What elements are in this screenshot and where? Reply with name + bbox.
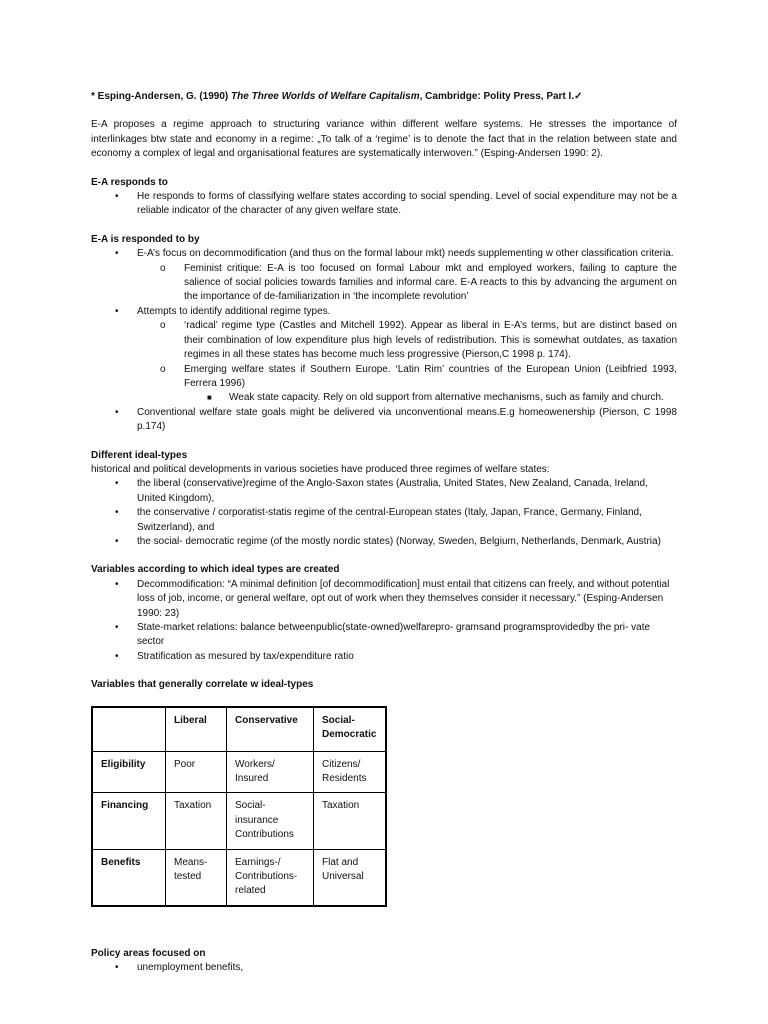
ideal-heading: Different ideal-types <box>91 449 188 461</box>
table-row <box>92 793 386 849</box>
responded-list <box>91 247 677 434</box>
list-item: • E-A’s focus on decommodification (and thus on the formal labour mkt) needs supplementing w other classification criteria. <box>115 248 674 260</box>
responded-heading: E-A is responded to by <box>91 233 200 245</box>
table-cell: Taxation <box>166 793 227 849</box>
table-cell: Financing <box>92 793 166 849</box>
table-cell: Eligibility <box>92 751 166 793</box>
citation-author: * Esping-Andersen, G. (1990) <box>91 91 232 102</box>
list-item: ■ Weak state capacity. Rely on old support from alternative mechanisms, such as family and church. <box>207 392 664 404</box>
variables-list <box>91 578 677 664</box>
ideal-list <box>91 477 677 549</box>
responds-heading: E-A responds to <box>91 176 168 188</box>
list-item: • State-market relations: balance betweenpublic(state-owned)welfarepro- gramsand programsprovidedby the pri- vate sector <box>115 622 651 648</box>
citation-title: The Three Worlds of Welfare Capitalism <box>231 91 420 102</box>
list-item: • the liberal (conservative)regime of the Anglo-Saxon states (Australia, United States, New Zealand, Canada, Ireland, United Kingdom), <box>115 478 648 504</box>
ideal-types-table <box>91 706 387 907</box>
ideal-lead: historical and political developments in various societies have produced three regimes of welfare states: <box>91 463 550 475</box>
citation-rest: , Cambridge: Polity Press, Part I.✓ <box>419 91 583 102</box>
table-header-row <box>92 707 386 752</box>
list-item: o Feminist critique: E-A is too focused on formal Labour mkt and employed workers, failing to capture the salience of social policies towards families and informal care. E-A reacts to this by advancing the argument on the importance of de-familiarization in ‘the incomplete revolution’ <box>160 262 677 303</box>
correlate-heading: Variables that generally correlate w ideal-types <box>91 679 314 691</box>
table-cell: Social- insurance Contributions <box>227 793 314 849</box>
policy-list <box>91 961 677 975</box>
list-item: • Attempts to identify additional regime types. <box>115 305 331 317</box>
table-cell: Earnings-/ Contributions- related <box>227 849 314 906</box>
list-item: • He responds to forms of classifying welfare states according to social spending. Level of social expenditure may not be a reliable indicator of the character of any given welfare state. <box>115 191 677 217</box>
table-cell: Poor <box>166 751 227 793</box>
table-row <box>92 751 386 793</box>
list-item: • Conventional welfare state goals might be delivered via unconventional means.E.g homeowenership (Pierson, C 1998 p.174) <box>115 406 677 433</box>
responds-list <box>91 190 677 219</box>
list-item: • the social- democratic regime (of the mostly nordic states) (Norway, Sweden, Belgium, Netherlands, Denmark, Austria) <box>115 535 661 547</box>
table-cell: Citizens/ Residents <box>314 751 387 793</box>
table-cell: Benefits <box>92 849 166 906</box>
table-cell: Conservative <box>227 707 314 752</box>
table-cell: Social- Democratic <box>314 707 387 752</box>
citation <box>91 90 677 104</box>
table-row <box>92 849 386 906</box>
list-item: • Stratification as mesured by tax/expenditure ratio <box>115 650 354 662</box>
variables-heading: Variables according to which ideal types are created <box>91 564 340 576</box>
table-cell <box>92 707 166 752</box>
policy-heading: Policy areas focused on <box>91 947 206 959</box>
table-cell: Taxation <box>314 793 387 849</box>
table-cell: Flat and Universal <box>314 849 387 906</box>
list-item: • unemployment benefits, <box>115 962 244 974</box>
list-item: o Emerging welfare states if Southern Europe. ‘Latin Rim’ countries of the European Union (Leibfried 1993, Ferrera 1996) <box>160 363 677 389</box>
list-item: • the conservative / corporatist-statis regime of the central-European states (Italy, Japan, France, Germany, Finland, Switzerland), and <box>115 507 642 533</box>
intro-paragraph: E-A proposes a regime approach to structuring variance within different welfare systems. He stresses the importance of interlinkages btw state and economy in a regime: „To talk of a ‘regime’ is to denote the fact that in the relation between state and economy a complex of legal and organisational features are systematically interwoven.” (Esping-Andersen 1990: 2). <box>91 119 677 160</box>
list-item: o ‘radical’ regime type (Castles and Mitchell 1992). Appear as liberal in E-A’s terms, but are distinct based on their combination of low expenditure plus high levels of redistribution. This is somewhat outdates, as taxation regimes in all these states has become much less progressive (Pierson,C 1998 p. 174). <box>160 320 677 361</box>
notes-body <box>91 90 677 976</box>
list-item: • Decommodification: “A minimal definition [of decommodification] must entail that citizens can freely, and without potential loss of job, income, or general welfare, opt out of work when they themselves consider it necessary.” (Esping-Andersen 1990: 23) <box>115 578 670 619</box>
table-cell: Workers/ Insured <box>227 751 314 793</box>
table-cell: Means- tested <box>166 849 227 906</box>
table-cell: Liberal <box>166 707 227 752</box>
